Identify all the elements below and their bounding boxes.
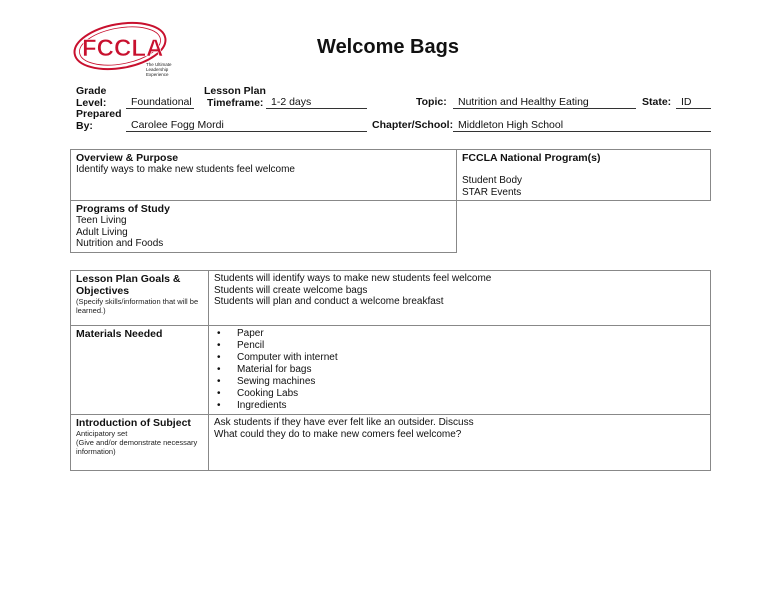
materials-cell — [209, 326, 711, 415]
programs-of-study-heading: Programs of Study — [76, 203, 170, 215]
material-item: • Material for bags — [214, 364, 705, 376]
program-of-study-item: Adult Living — [76, 226, 128, 238]
prepared-by-value: Carolee Fogg Mordi — [126, 119, 367, 132]
program-of-study-item: Nutrition and Foods — [76, 238, 164, 249]
goals-heading-2: Objectives — [76, 285, 130, 297]
goals-note: (Specify skills/information that will be learned.) — [76, 297, 199, 315]
prepared-by-label: Prepared By: — [76, 108, 122, 132]
svg-text:The Ultimate: The Ultimate — [146, 62, 172, 67]
introduction-note: Anticipatory set — [76, 429, 128, 438]
overview-cell — [71, 150, 457, 201]
state-label: State: — [642, 96, 672, 108]
chapter-school-value: Middleton High School — [453, 119, 711, 132]
goals-label-cell — [71, 271, 209, 326]
national-program-item: STAR Events — [462, 186, 522, 198]
programs-of-study-cell — [71, 201, 457, 253]
introduction-line: Ask students if they have ever felt like an outsider. Discuss — [214, 417, 474, 428]
svg-text:FCCLA: FCCLA — [82, 35, 164, 62]
grade-level-label: Grade Level: — [76, 85, 107, 109]
introduction-line: What could they do to make new comers feel welcome? — [214, 428, 462, 440]
introduction-note-2: (Give and/or demonstrate necessary information) — [76, 438, 198, 456]
material-item: • Ingredients — [214, 400, 705, 412]
national-programs-cell — [457, 150, 711, 201]
national-program-item: Student Body — [462, 175, 523, 186]
material-item: • Paper — [214, 328, 705, 340]
overview-heading: Overview & Purpose — [76, 152, 179, 164]
material-item: • Pencil — [214, 340, 705, 352]
overview-text: Identify ways to make new students feel welcome — [76, 164, 295, 175]
materials-list — [214, 328, 705, 412]
timeframe-label: Lesson Plan Timeframe: — [204, 85, 266, 109]
introduction-cell — [209, 415, 711, 471]
material-item: • Computer with internet — [214, 352, 705, 364]
introduction-label-cell — [71, 415, 209, 471]
goal-item: Students will plan and conduct a welcome breakfast — [214, 296, 444, 307]
goals-cell — [209, 271, 711, 326]
page-title: Welcome Bags — [317, 36, 459, 58]
chapter-school-label: Chapter/School: — [372, 119, 454, 131]
material-item: • Cooking Labs — [214, 388, 705, 400]
topic-value: Nutrition and Healthy Eating — [453, 96, 636, 109]
svg-text:Leadership: Leadership — [146, 67, 169, 72]
lesson-plan-table — [70, 270, 711, 471]
state-value: ID — [676, 96, 711, 109]
empty-cell — [457, 201, 711, 253]
national-programs-heading: FCCLA National Program(s) — [462, 152, 601, 164]
introduction-heading: Introduction of Subject — [76, 417, 191, 429]
overview-table — [70, 149, 711, 253]
program-of-study-item: Teen Living — [76, 215, 127, 226]
material-item: • Sewing machines — [214, 376, 705, 388]
goal-item: Students will identify ways to make new students feel welcome — [214, 273, 492, 284]
materials-heading: Materials Needed — [76, 328, 163, 340]
topic-label: Topic: — [416, 96, 447, 108]
goal-item: Students will create welcome bags — [214, 284, 368, 296]
grade-level-value: Foundational — [126, 96, 194, 109]
goals-heading: Lesson Plan Goals & — [76, 273, 181, 285]
materials-label-cell — [71, 326, 209, 415]
svg-text:Experience: Experience — [146, 72, 169, 77]
timeframe-value: 1-2 days — [266, 96, 367, 109]
